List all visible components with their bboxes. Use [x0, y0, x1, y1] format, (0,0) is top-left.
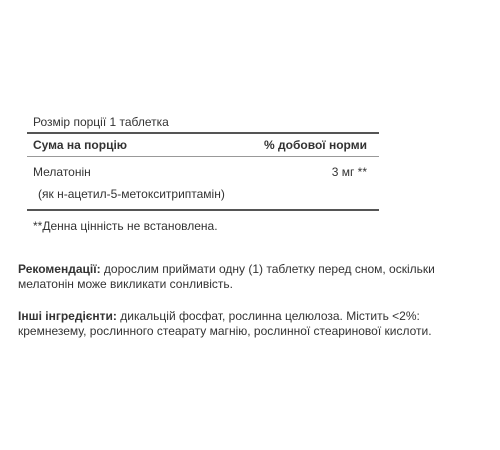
- daily-value-header: % добової норми: [264, 138, 367, 152]
- ingredient-note: (як н-ацетил-5-метокситриптамін): [38, 187, 225, 201]
- table-header: [27, 134, 379, 156]
- recommendations-paragraph: [18, 262, 468, 292]
- header-divider-bottom: [27, 156, 379, 157]
- other-ingredients-label: Інші інгредієнти:: [18, 309, 117, 323]
- recommendations-text: дорослим приймати одну (1) таблетку перед сном, оскільки мелатонін може викликати сонливість.: [18, 262, 435, 291]
- serving-size: Розмір порції 1 таблетка: [33, 115, 169, 129]
- amount-per-serving-header: Сума на порцію: [33, 138, 128, 152]
- other-ingredients-paragraph: [18, 309, 468, 339]
- footer-divider: [27, 209, 379, 211]
- ingredient-amount: 3 мг **: [331, 165, 367, 179]
- ingredient-name: Мелатонін: [33, 165, 91, 179]
- recommendations-label: Рекомендації:: [18, 262, 101, 276]
- footnote: **Денна цінність не встановлена.: [33, 219, 218, 233]
- supplement-facts-panel: [27, 112, 379, 237]
- table-row: [27, 161, 379, 183]
- other-ingredients-text: дикальцій фосфат, рослинна целюлоза. Містить <2%: кремнезему, рослинного стеарату магнію, рослинної стеаринової кислоти.: [18, 309, 432, 338]
